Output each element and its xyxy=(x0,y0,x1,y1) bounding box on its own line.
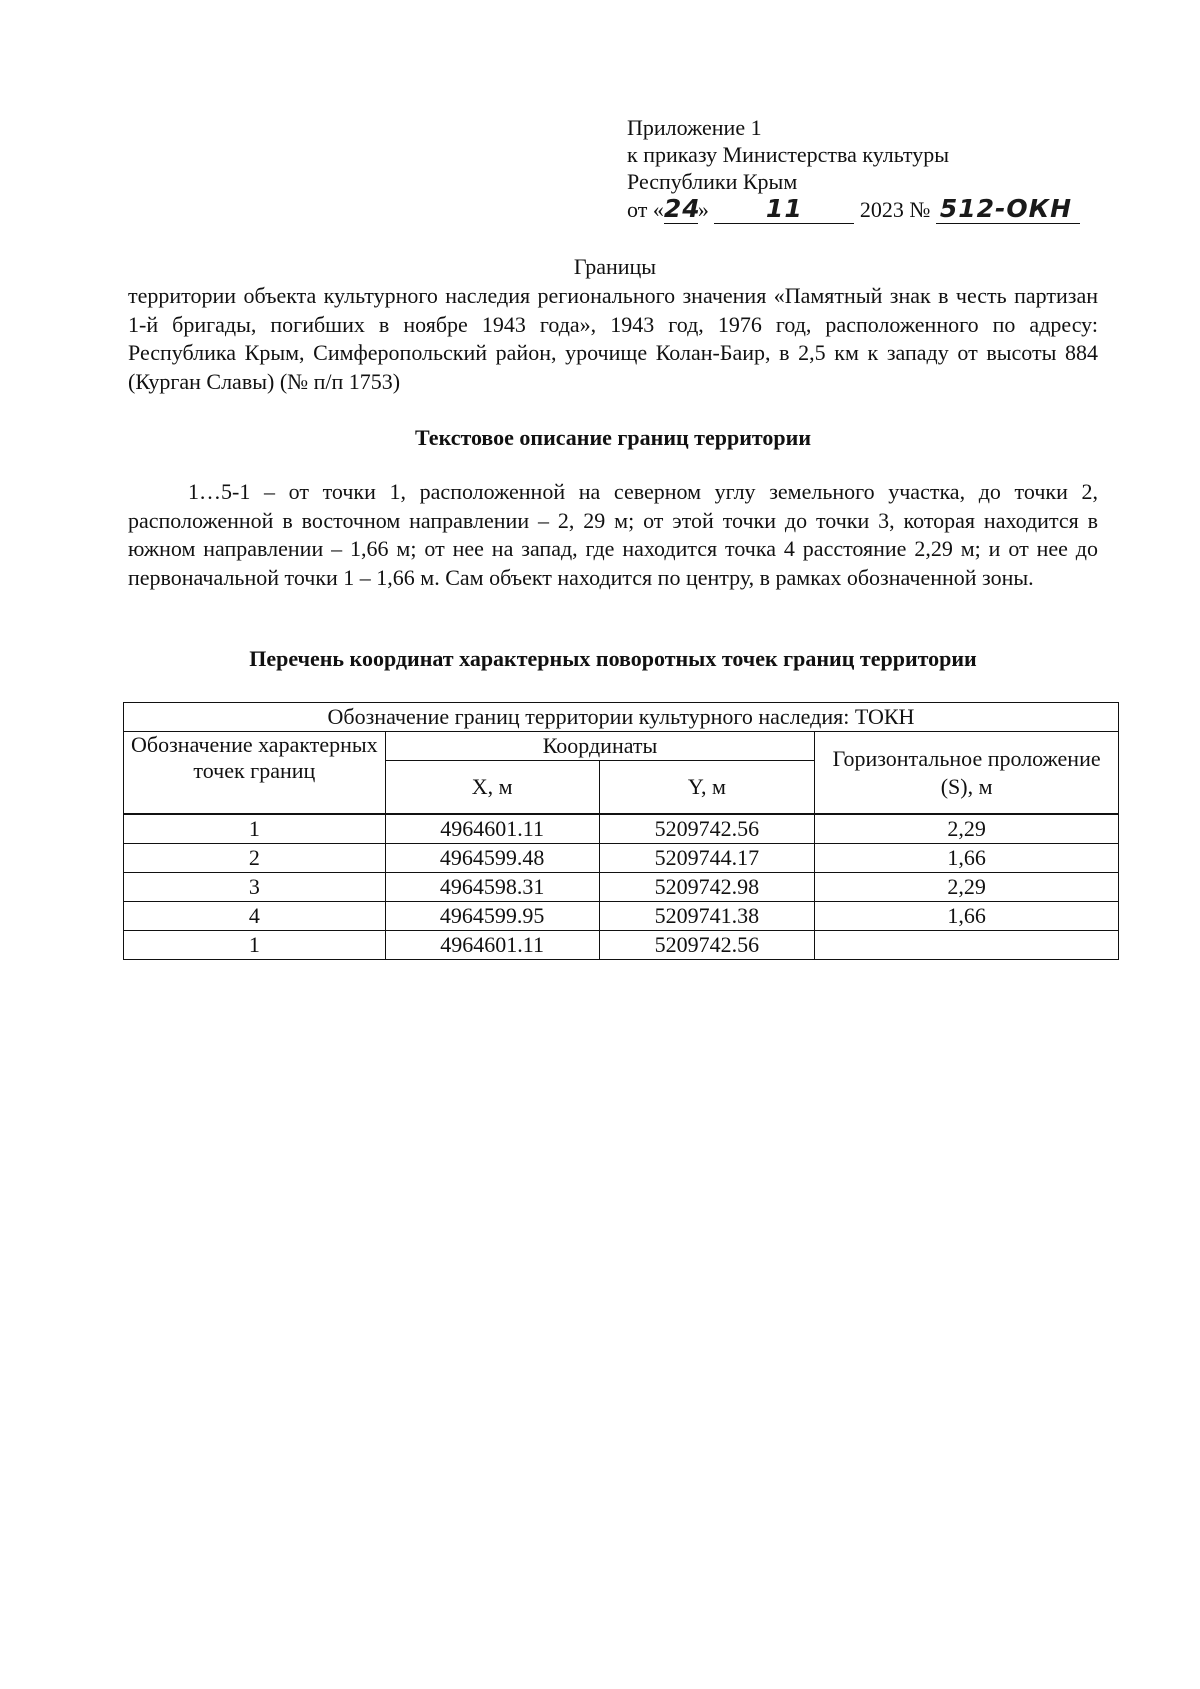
intro-paragraph: территории объекта культурного наследия регионального значения «Памятный знак в честь партизан 1-й бригады, погибших в ноябре 1943 года», 1943 год, 1976 год, расположенного по адресу: Республика Крым, Симферопольский район, урочище Колан-Баир, в 2,5 км к западу от высоты 884 (Курган Славы) (№ п/п 1753) xyxy=(128,283,1098,394)
table-caption: Обозначение границ территории культурного наследия: ТОКН xyxy=(124,703,1119,732)
order-number-field xyxy=(936,195,1080,224)
date-year: 2023 № xyxy=(859,197,931,222)
description-heading: Текстовое описание границ территории xyxy=(414,425,812,450)
header-x: X, м xyxy=(385,761,599,815)
header-horizontal-distance: Горизонтальное проложение (S), м xyxy=(815,732,1119,815)
handwritten-day: 24 xyxy=(663,194,701,223)
header-point-designation: Обозначение характерных точек границ xyxy=(124,732,386,815)
document-title: Границы xyxy=(573,254,657,279)
table-row xyxy=(124,873,1119,902)
cell-s xyxy=(815,931,1119,960)
date-close: » xyxy=(697,197,709,222)
cell-s: 2,29 xyxy=(815,873,1119,902)
date-month-field xyxy=(714,195,854,224)
cell-y: 5209741.38 xyxy=(599,902,815,931)
table-row xyxy=(124,814,1119,844)
annex-line-2: к приказу Министерства культуры xyxy=(627,142,950,167)
header-y: Y, м xyxy=(599,761,815,815)
handwritten-month: 11 xyxy=(765,194,803,223)
cell-point: 4 xyxy=(124,902,386,931)
cell-point: 1 xyxy=(124,931,386,960)
annex-line-3: Республики Крым xyxy=(627,169,798,194)
cell-y: 5209742.56 xyxy=(599,931,815,960)
header-coordinates: Координаты xyxy=(385,732,815,761)
cell-s: 1,66 xyxy=(815,844,1119,873)
cell-point: 3 xyxy=(124,873,386,902)
annex-line-1: Приложение 1 xyxy=(627,115,762,140)
table-row xyxy=(124,931,1119,960)
cell-s: 2,29 xyxy=(815,814,1119,844)
cell-point: 2 xyxy=(124,844,386,873)
coordinates-list-heading: Перечень координат характерных поворотных точек границ территории xyxy=(249,646,977,671)
cell-s: 1,66 xyxy=(815,902,1119,931)
handwritten-order-number: 512-ОКН xyxy=(939,194,1072,223)
table-row xyxy=(124,902,1119,931)
cell-x: 4964599.48 xyxy=(385,844,599,873)
cell-x: 4964601.11 xyxy=(385,814,599,844)
cell-point: 1 xyxy=(124,814,386,844)
annex-block xyxy=(627,114,1080,224)
table-row xyxy=(124,844,1119,873)
cell-x: 4964601.11 xyxy=(385,931,599,960)
cell-x: 4964599.95 xyxy=(385,902,599,931)
coordinates-table xyxy=(123,702,1119,960)
date-day-field xyxy=(663,194,701,224)
order-date-line xyxy=(627,195,1080,224)
cell-y: 5209742.98 xyxy=(599,873,815,902)
description-paragraph: 1…5-1 – от точки 1, расположенной на северном углу земельного участка, до точки 2, расположенной в восточном направлении – 2, 29 м; от этой точки до точки 3, которая находится в южном направлении – 1,66 м; от нее на запад, где находится точка 4 расстояние 2,29 м; и от нее до первоначальной точки 1 – 1,66 м. Сам объект находится по центру, в рамках обозначенной зоны. xyxy=(128,479,1098,590)
cell-y: 5209744.17 xyxy=(599,844,815,873)
date-prefix: от « xyxy=(627,197,664,222)
cell-x: 4964598.31 xyxy=(385,873,599,902)
cell-y: 5209742.56 xyxy=(599,814,815,844)
